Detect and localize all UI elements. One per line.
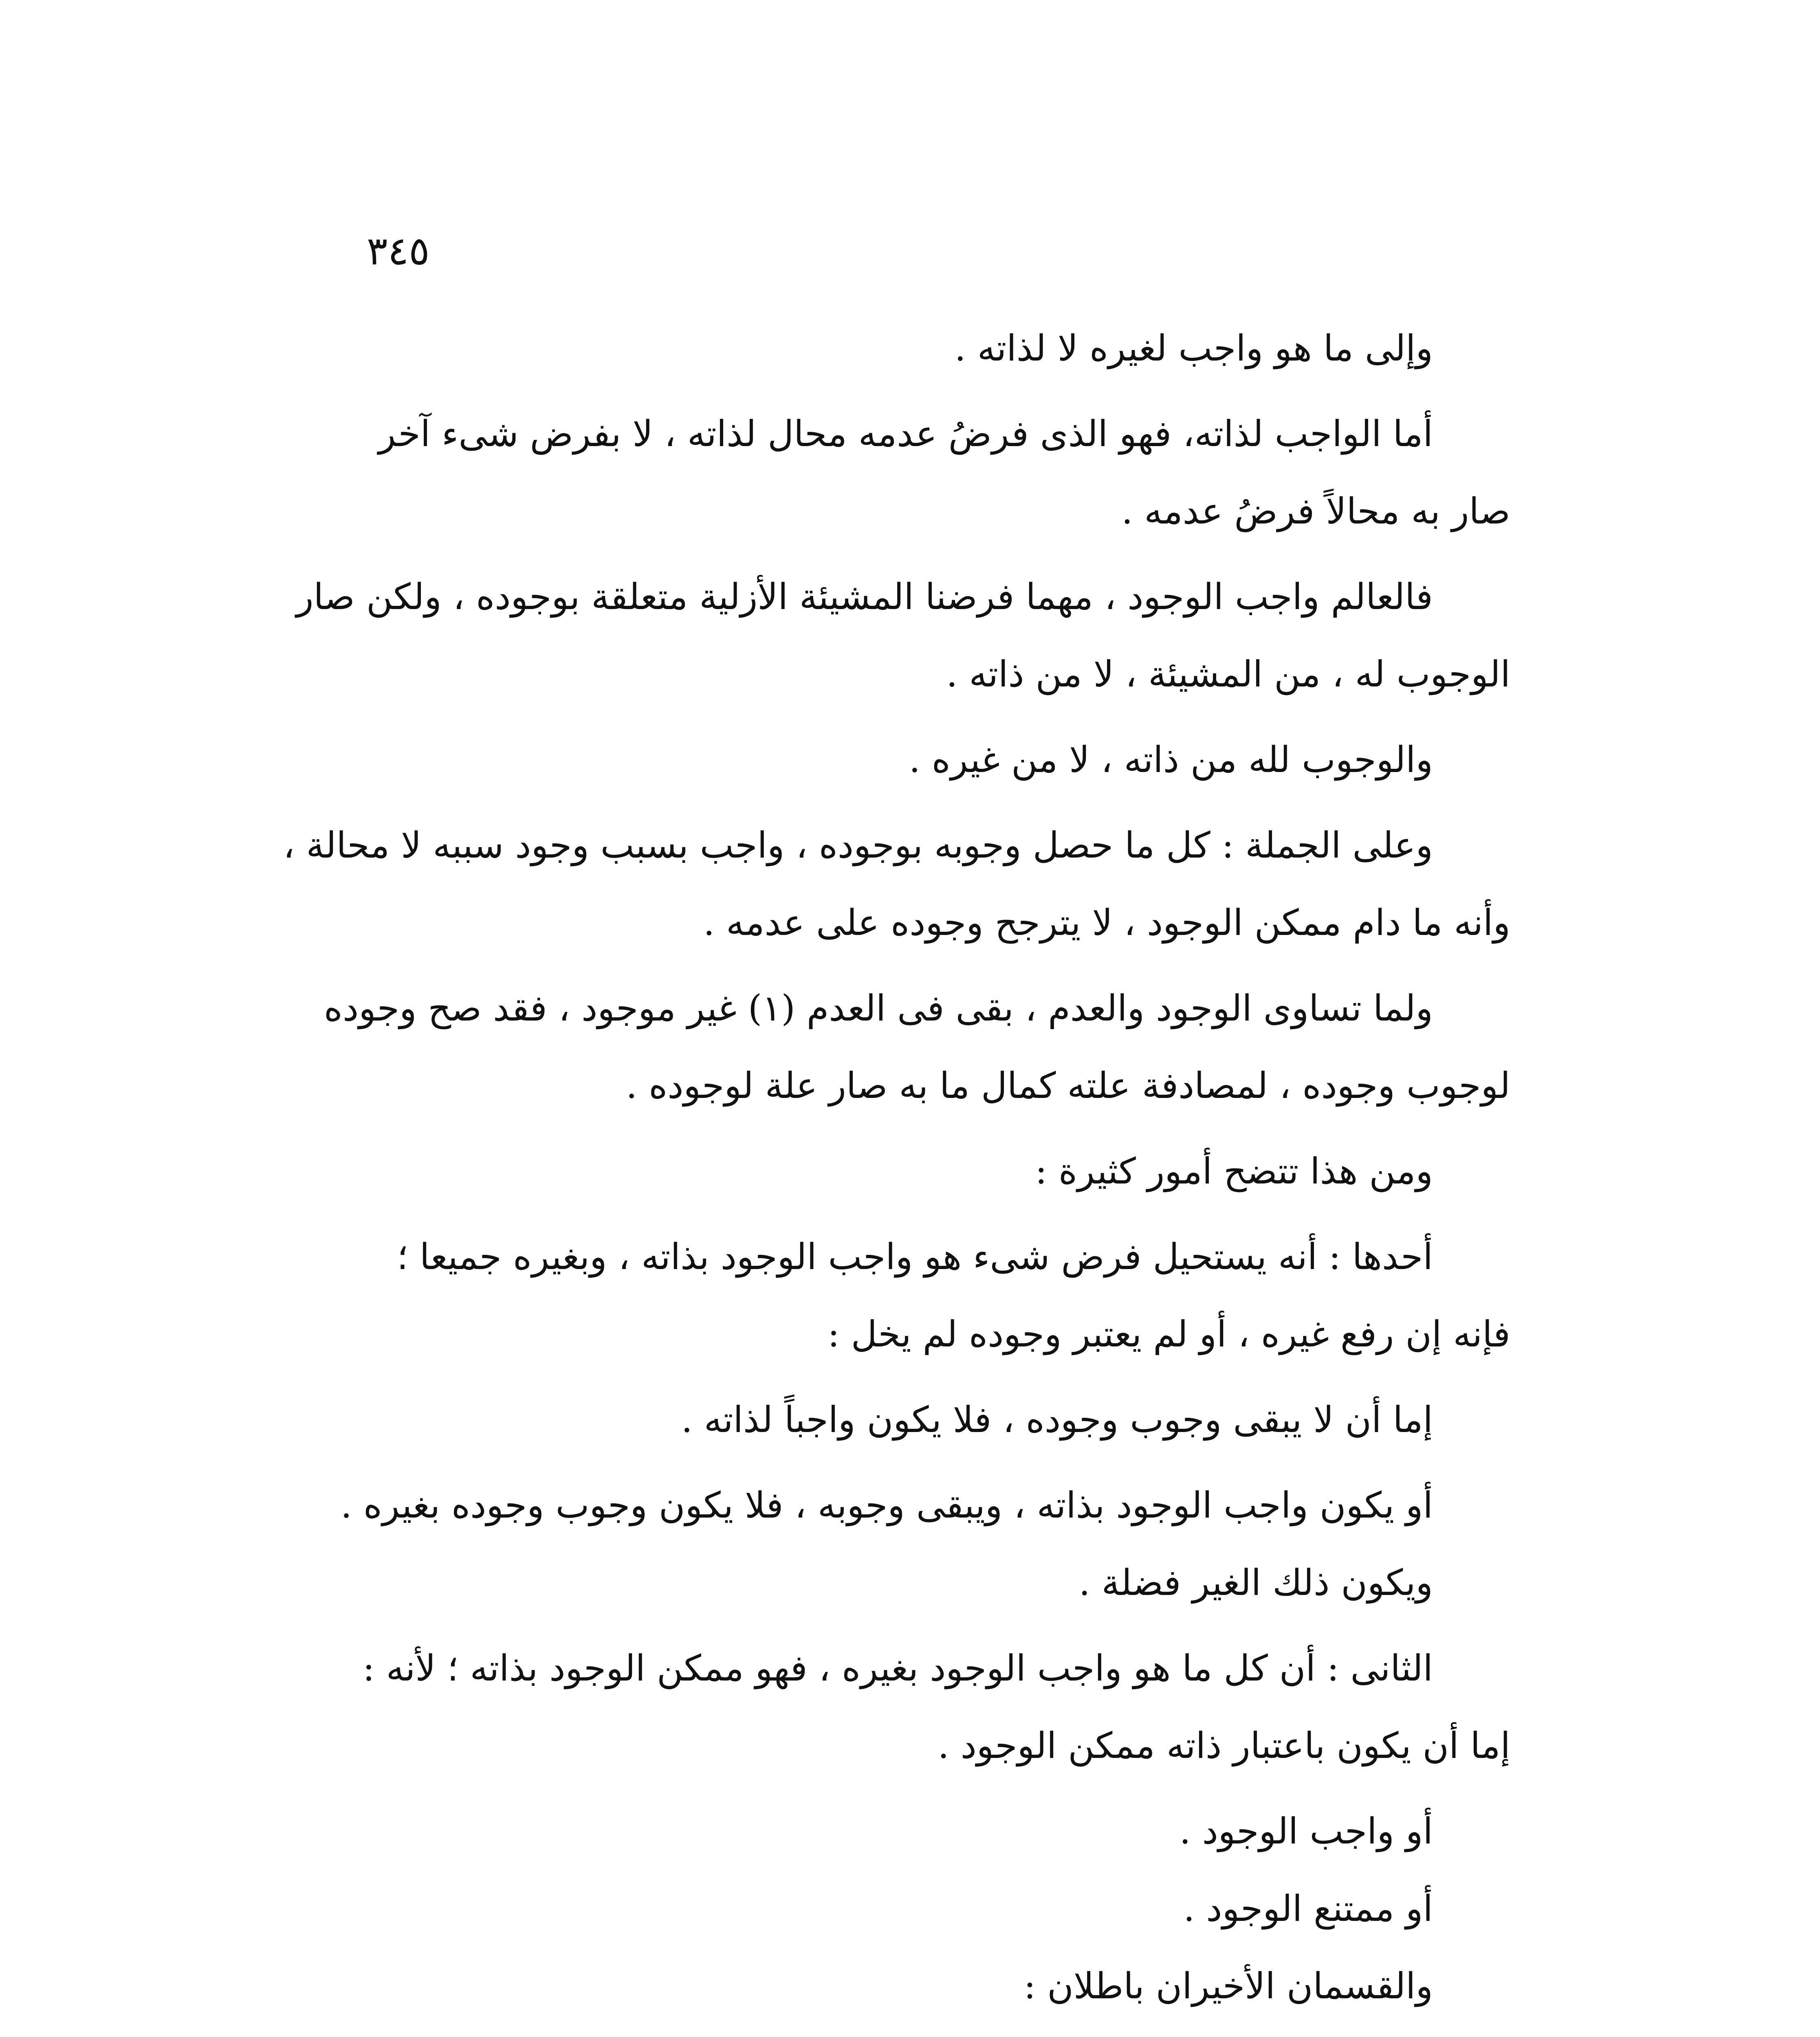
text-line: إما أن لا يبقى وجوب وجوده ، فلا يكون واجباً لذاته . xyxy=(681,1399,1433,1441)
page-number: ٣٤٥ xyxy=(367,228,430,274)
text-line: فإنه إن رفع غيره ، أو لم يعتبر وجوده لم يخل : xyxy=(827,1313,1510,1355)
text-line: فالعالم واجب الوجود ، مهما فرضنا المشيئة الأزلية متعلقة بوجوده ، ولكن صار xyxy=(296,576,1433,618)
text-line: ويكون ذلك الغير فضلة . xyxy=(1078,1562,1433,1604)
text-line: أما الواجب لذاته، فهو الذى فرضُ عدمه محال لذاته ، لا بفرض شىء آخر xyxy=(378,413,1433,455)
text-line: صار به محالاً فرضُ عدمه . xyxy=(1121,490,1510,532)
body-text xyxy=(283,310,1510,2037)
text-line: أو واجب الوجود . xyxy=(1179,1810,1433,1852)
text-line: أو يكون واجب الوجود بذاته ، ويبقى وجوبه ، فلا يكون وجوب وجوده بغيره . xyxy=(340,1484,1433,1526)
text-line: أحدها : أنه يستحيل فرض شىء هو واجب الوجود بذاته ، وبغيره جميعا ؛ xyxy=(396,1236,1433,1278)
text-line: أو ممتنع الوجود . xyxy=(1183,1887,1433,1929)
text-line: وإلى ما هو واجب لغيره لا لذاته . xyxy=(954,327,1433,369)
text-line: الوجوب له ، من المشيئة ، لا من ذاته . xyxy=(946,653,1510,695)
text-line: وأنه ما دام ممكن الوجود ، لا يترجح وجوده على عدمه . xyxy=(703,902,1510,944)
text-line: إما أن يكون باعتبار ذاته ممكن الوجود . xyxy=(938,1725,1510,1766)
text-line: ولما تساوى الوجود والعدم ، بقى فى العدم (١) غير موجود ، فقد صح وجوده xyxy=(324,987,1433,1029)
text-line: والقسمان الأخيران باطلان : xyxy=(1023,1965,1433,2007)
text-line: والوجوب لله من ذاته ، لا من غيره . xyxy=(909,739,1433,781)
text-line: لوجوب وجوده ، لمصادفة علته كمال ما به صار علة لوجوده . xyxy=(626,1065,1510,1106)
text-line xyxy=(329,2025,1510,2037)
text-line: ومن هذا تتضح أمور كثيرة : xyxy=(1035,1150,1433,1192)
text-line: وعلى الجملة : كل ما حصل وجوبه بوجوده ، واجب بسبب وجود سببه لا محالة ، xyxy=(283,824,1433,866)
text-line: الثانى : أن كل ما هو واجب الوجود بغيره ، فهو ممكن الوجود بذاته ؛ لأنه : xyxy=(363,1647,1433,1689)
